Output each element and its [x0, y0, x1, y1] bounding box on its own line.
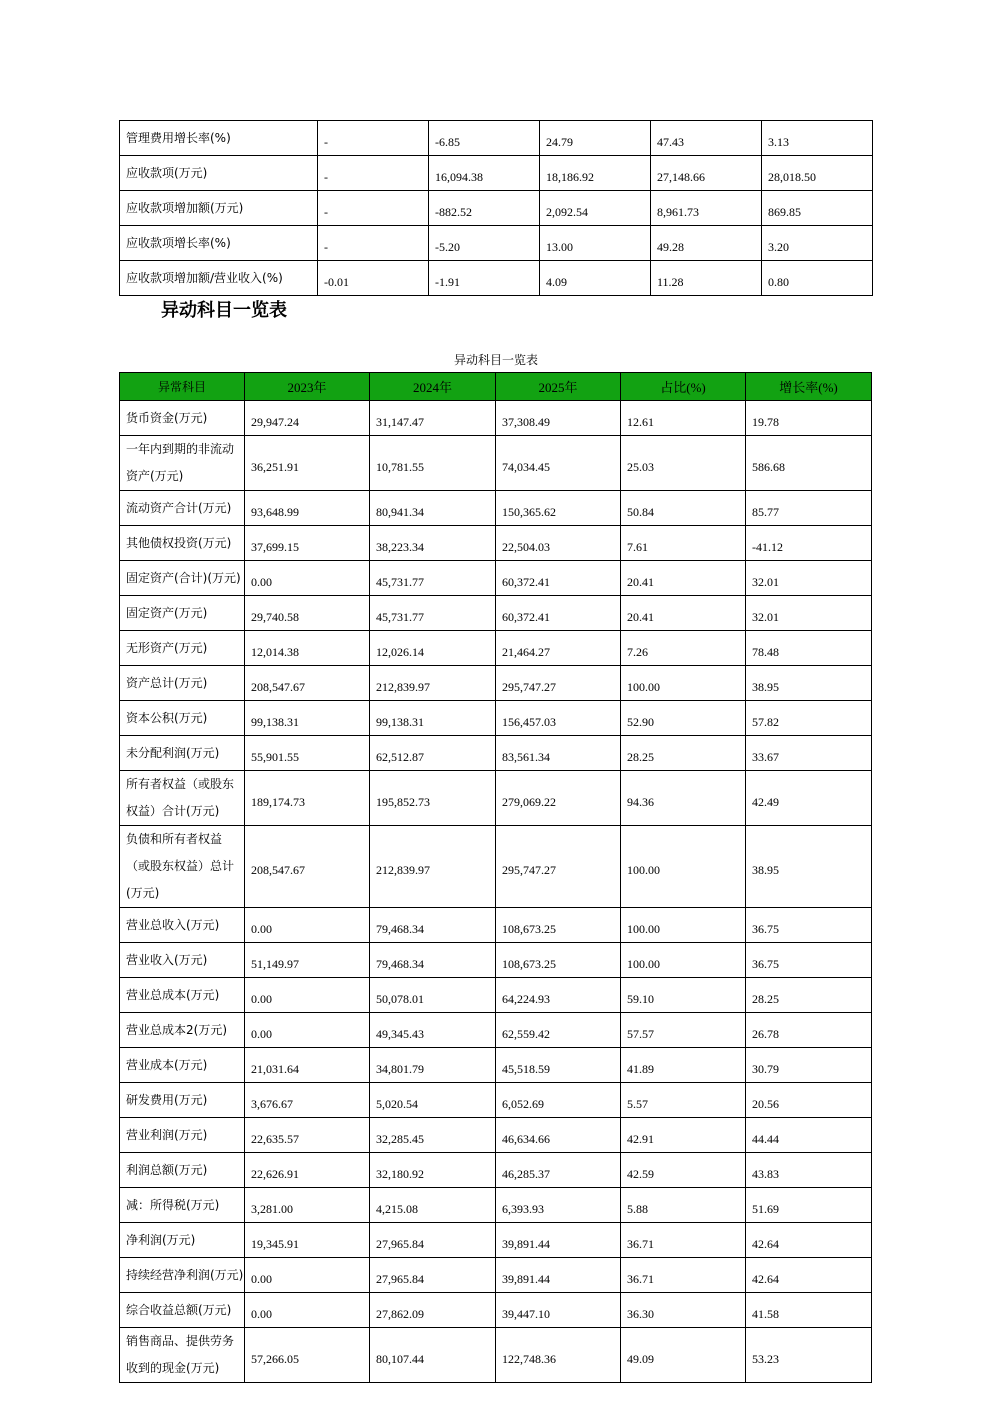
row-value: 3.20: [762, 226, 873, 261]
row-value: 79,468.34: [370, 908, 496, 943]
row-label: 负债和所有者权益（或股东权益）总计(万元): [120, 826, 245, 908]
table-row: [120, 826, 872, 908]
row-value: 100.00: [621, 666, 746, 701]
row-value: -882.52: [429, 191, 540, 226]
row-value: 32.01: [746, 561, 872, 596]
row-label: 管理费用增长率(%): [120, 121, 318, 156]
row-value: 79,468.34: [370, 943, 496, 978]
row-label: 应收款项增长率(%): [120, 226, 318, 261]
table-row: [120, 121, 873, 156]
table-row: [120, 978, 872, 1013]
header-2023: 2023年: [245, 373, 370, 401]
row-value: 7.26: [621, 631, 746, 666]
row-value: 31,147.47: [370, 401, 496, 436]
row-value: 47.43: [651, 121, 762, 156]
row-value: 49.09: [621, 1328, 746, 1383]
header-item: 异常科目: [120, 373, 245, 401]
row-label: 资本公积(万元): [120, 701, 245, 736]
row-value: 44.44: [746, 1118, 872, 1153]
row-value: 45,731.77: [370, 596, 496, 631]
row-value: 5.57: [621, 1083, 746, 1118]
row-value: 21,031.64: [245, 1048, 370, 1083]
row-value: 64,224.93: [496, 978, 621, 1013]
row-value: 22,504.03: [496, 526, 621, 561]
table-row: [120, 401, 872, 436]
row-value: 0.80: [762, 261, 873, 296]
row-value: 16,094.38: [429, 156, 540, 191]
row-value: 0.00: [245, 1258, 370, 1293]
table-row: [120, 261, 873, 296]
row-value: 0.00: [245, 908, 370, 943]
header-2025: 2025年: [496, 373, 621, 401]
row-value: 38.95: [746, 826, 872, 908]
row-value: 2,092.54: [540, 191, 651, 226]
row-label: 营业利润(万元): [120, 1118, 245, 1153]
table-row: [120, 736, 872, 771]
row-value: 5.88: [621, 1188, 746, 1223]
row-value: -0.01: [318, 261, 429, 296]
table-row: [120, 771, 872, 826]
row-value: 12,014.38: [245, 631, 370, 666]
row-label: 应收款项增加额/营业收入(%): [120, 261, 318, 296]
row-label: 一年内到期的非流动资产(万元): [120, 436, 245, 491]
row-value: 27,965.84: [370, 1223, 496, 1258]
row-value: 59.10: [621, 978, 746, 1013]
row-value: 39,447.10: [496, 1293, 621, 1328]
row-value: 38.95: [746, 666, 872, 701]
row-value: 49,345.43: [370, 1013, 496, 1048]
row-value: 108,673.25: [496, 943, 621, 978]
row-value: 27,965.84: [370, 1258, 496, 1293]
row-value: 42.64: [746, 1223, 872, 1258]
row-label: 销售商品、提供劳务收到的现金(万元): [120, 1328, 245, 1383]
row-label: 营业成本(万元): [120, 1048, 245, 1083]
row-value: 78.48: [746, 631, 872, 666]
row-value: 5,020.54: [370, 1083, 496, 1118]
row-value: 3.13: [762, 121, 873, 156]
row-value: 46,634.66: [496, 1118, 621, 1153]
row-label: 综合收益总额(万元): [120, 1293, 245, 1328]
row-value: 62,512.87: [370, 736, 496, 771]
row-label: 流动资产合计(万元): [120, 491, 245, 526]
row-value: 83,561.34: [496, 736, 621, 771]
row-value: 52.90: [621, 701, 746, 736]
row-label: 其他债权投资(万元): [120, 526, 245, 561]
row-value: 32.01: [746, 596, 872, 631]
row-value: 57.82: [746, 701, 872, 736]
row-value: 195,852.73: [370, 771, 496, 826]
row-label: 利润总额(万元): [120, 1153, 245, 1188]
row-value: 28.25: [621, 736, 746, 771]
row-value: 43.83: [746, 1153, 872, 1188]
row-value: 20.41: [621, 561, 746, 596]
row-value: 51.69: [746, 1188, 872, 1223]
row-value: 41.58: [746, 1293, 872, 1328]
row-label: 净利润(万元): [120, 1223, 245, 1258]
table-row: [120, 1293, 872, 1328]
row-value: 99,138.31: [370, 701, 496, 736]
row-label: 营业总成本(万元): [120, 978, 245, 1013]
row-value: 100.00: [621, 826, 746, 908]
row-value: 108,673.25: [496, 908, 621, 943]
row-value: 10,781.55: [370, 436, 496, 491]
table-caption: 异动科目一览表: [453, 353, 538, 367]
abnormal-items-table: [119, 372, 872, 1383]
row-value: 20.56: [746, 1083, 872, 1118]
row-value: 3,676.67: [245, 1083, 370, 1118]
table-row: [120, 1153, 872, 1188]
row-value: 55,901.55: [245, 736, 370, 771]
row-value: 62,559.42: [496, 1013, 621, 1048]
row-value: 36.71: [621, 1258, 746, 1293]
table-row: [120, 1328, 872, 1383]
row-value: 39,891.44: [496, 1223, 621, 1258]
row-value: 80,941.34: [370, 491, 496, 526]
row-label: 所有者权益（或股东权益）合计(万元): [120, 771, 245, 826]
row-label: 减：所得税(万元): [120, 1188, 245, 1223]
table-row: [120, 191, 873, 226]
row-value: 49.28: [651, 226, 762, 261]
row-label: 无形资产(万元): [120, 631, 245, 666]
table-row: [120, 701, 872, 736]
row-value: 37,308.49: [496, 401, 621, 436]
row-label: 固定资产(万元): [120, 596, 245, 631]
header-growth: 增长率(%): [746, 373, 872, 401]
row-value: 279,069.22: [496, 771, 621, 826]
row-value: 85.77: [746, 491, 872, 526]
row-value: 208,547.67: [245, 826, 370, 908]
table-header-row: [120, 373, 872, 401]
row-value: 60,372.41: [496, 596, 621, 631]
row-value: 869.85: [762, 191, 873, 226]
row-label: 应收款项增加额(万元): [120, 191, 318, 226]
table-row: [120, 1083, 872, 1118]
row-value: -5.20: [429, 226, 540, 261]
table-row: [120, 1258, 872, 1293]
row-value: 19.78: [746, 401, 872, 436]
row-value: -1.91: [429, 261, 540, 296]
row-label: 资产总计(万元): [120, 666, 245, 701]
row-value: 7.61: [621, 526, 746, 561]
row-value: 57,266.05: [245, 1328, 370, 1383]
row-label: 固定资产(合计)(万元): [120, 561, 245, 596]
row-value: 295,747.27: [496, 826, 621, 908]
row-value: 32,285.45: [370, 1118, 496, 1153]
row-value: 20.41: [621, 596, 746, 631]
table-row: [120, 226, 873, 261]
row-value: 156,457.03: [496, 701, 621, 736]
row-value: -6.85: [429, 121, 540, 156]
row-value: 295,747.27: [496, 666, 621, 701]
row-value: 37,699.15: [245, 526, 370, 561]
row-value: 30.79: [746, 1048, 872, 1083]
row-value: 25.03: [621, 436, 746, 491]
row-value: 19,345.91: [245, 1223, 370, 1258]
row-value: -: [318, 191, 429, 226]
row-value: 50.84: [621, 491, 746, 526]
row-value: 74,034.45: [496, 436, 621, 491]
row-value: 4.09: [540, 261, 651, 296]
row-value: 36.30: [621, 1293, 746, 1328]
table-row: [120, 561, 872, 596]
row-value: 45,731.77: [370, 561, 496, 596]
row-value: 12.61: [621, 401, 746, 436]
row-value: 3,281.00: [245, 1188, 370, 1223]
row-value: 42.91: [621, 1118, 746, 1153]
row-value: -: [318, 156, 429, 191]
row-value: 22,635.57: [245, 1118, 370, 1153]
row-value: 6,393.93: [496, 1188, 621, 1223]
row-value: 122,748.36: [496, 1328, 621, 1383]
table-row: [120, 631, 872, 666]
row-value: 212,839.97: [370, 826, 496, 908]
table-row: [120, 156, 873, 191]
row-value: 27,862.09: [370, 1293, 496, 1328]
row-value: 28.25: [746, 978, 872, 1013]
row-value: 46,285.37: [496, 1153, 621, 1188]
row-value: -: [318, 121, 429, 156]
row-value: 29,947.24: [245, 401, 370, 436]
row-value: 100.00: [621, 943, 746, 978]
row-value: 41.89: [621, 1048, 746, 1083]
table-row: [120, 908, 872, 943]
table-row: [120, 491, 872, 526]
row-value: 39,891.44: [496, 1258, 621, 1293]
table-row: [120, 436, 872, 491]
row-label: 未分配利润(万元): [120, 736, 245, 771]
table-row: [120, 1048, 872, 1083]
row-label: 营业总成本2(万元): [120, 1013, 245, 1048]
row-value: 28,018.50: [762, 156, 873, 191]
row-value: 29,740.58: [245, 596, 370, 631]
row-value: 27,148.66: [651, 156, 762, 191]
row-label: 货币资金(万元): [120, 401, 245, 436]
row-label: 研发费用(万元): [120, 1083, 245, 1118]
row-value: 212,839.97: [370, 666, 496, 701]
row-label: 营业收入(万元): [120, 943, 245, 978]
row-value: 26.78: [746, 1013, 872, 1048]
row-value: 150,365.62: [496, 491, 621, 526]
row-value: 32,180.92: [370, 1153, 496, 1188]
table-row: [120, 1223, 872, 1258]
row-label: 持续经营净利润(万元): [120, 1258, 245, 1293]
row-value: 6,052.69: [496, 1083, 621, 1118]
row-value: 0.00: [245, 561, 370, 596]
row-value: 18,186.92: [540, 156, 651, 191]
row-value: -: [318, 226, 429, 261]
row-value: 80,107.44: [370, 1328, 496, 1383]
row-value: 36.75: [746, 943, 872, 978]
row-value: 33.67: [746, 736, 872, 771]
row-value: 36.75: [746, 908, 872, 943]
row-value: -41.12: [746, 526, 872, 561]
table-row: [120, 596, 872, 631]
row-value: 8,961.73: [651, 191, 762, 226]
table-row: [120, 666, 872, 701]
row-value: 0.00: [245, 1293, 370, 1328]
row-value: 36.71: [621, 1223, 746, 1258]
row-value: 42.59: [621, 1153, 746, 1188]
receivables-table: [119, 120, 873, 296]
row-value: 42.49: [746, 771, 872, 826]
row-value: 36,251.91: [245, 436, 370, 491]
row-value: 94.36: [621, 771, 746, 826]
row-value: 99,138.31: [245, 701, 370, 736]
table-row: [120, 1013, 872, 1048]
row-value: 12,026.14: [370, 631, 496, 666]
section-heading: 异动科目一览表: [161, 300, 287, 321]
table-row: [120, 1188, 872, 1223]
row-value: 0.00: [245, 1013, 370, 1048]
row-value: 100.00: [621, 908, 746, 943]
row-value: 34,801.79: [370, 1048, 496, 1083]
row-value: 53.23: [746, 1328, 872, 1383]
row-value: 0.00: [245, 978, 370, 1013]
row-value: 11.28: [651, 261, 762, 296]
row-value: 93,648.99: [245, 491, 370, 526]
row-value: 21,464.27: [496, 631, 621, 666]
row-value: 60,372.41: [496, 561, 621, 596]
row-value: 208,547.67: [245, 666, 370, 701]
header-2024: 2024年: [370, 373, 496, 401]
row-value: 13.00: [540, 226, 651, 261]
header-share: 占比(%): [621, 373, 746, 401]
table-row: [120, 1118, 872, 1153]
row-value: 42.64: [746, 1258, 872, 1293]
row-value: 45,518.59: [496, 1048, 621, 1083]
row-value: 24.79: [540, 121, 651, 156]
table-row: [120, 943, 872, 978]
row-value: 57.57: [621, 1013, 746, 1048]
row-value: 586.68: [746, 436, 872, 491]
row-label: 应收款项(万元): [120, 156, 318, 191]
row-value: 4,215.08: [370, 1188, 496, 1223]
row-value: 22,626.91: [245, 1153, 370, 1188]
row-value: 38,223.34: [370, 526, 496, 561]
row-value: 50,078.01: [370, 978, 496, 1013]
row-value: 189,174.73: [245, 771, 370, 826]
table-row: [120, 526, 872, 561]
row-label: 营业总收入(万元): [120, 908, 245, 943]
row-value: 51,149.97: [245, 943, 370, 978]
